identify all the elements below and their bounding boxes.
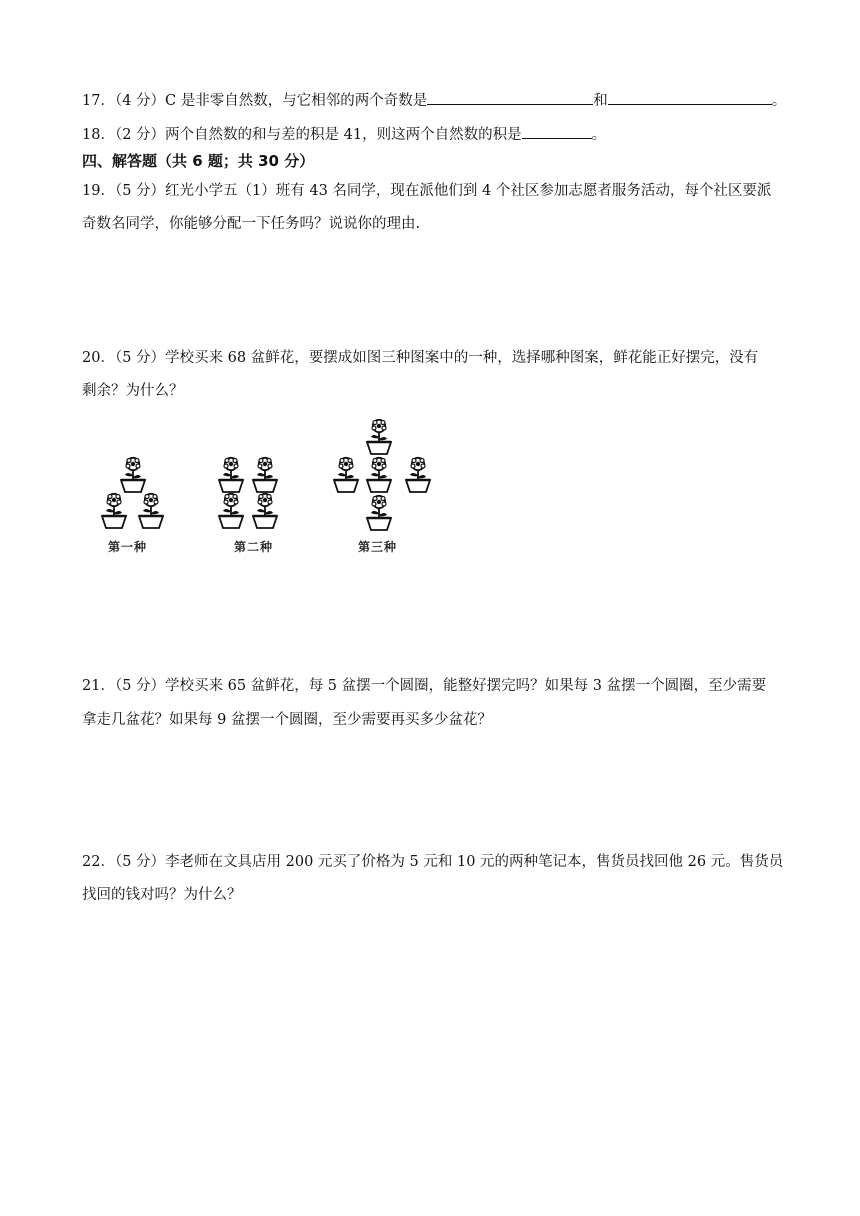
question-17 bbox=[82, 90, 786, 111]
flower-pot-icon bbox=[364, 456, 394, 494]
flower-pot-icon bbox=[403, 456, 433, 494]
q17-answer-blank-2[interactable] bbox=[608, 90, 772, 105]
flower-pot-icon bbox=[364, 418, 394, 456]
q22-line-1: 22．（5 分）李老师在文具店用 200 元买了价格为 5 元和 10 元的两种笔记本，售货员找回他 26 元。售货员 bbox=[82, 854, 784, 870]
q17-answer-blank-1[interactable] bbox=[427, 90, 593, 105]
q19-line-1: 19．（5 分）红光小学五（1）班有 43 名同学，现在派他们到 4 个社区参加志愿者服务活动，每个社区要派 bbox=[82, 183, 772, 199]
flower-pot-icon bbox=[136, 492, 166, 530]
flower-pot-icon bbox=[216, 492, 246, 530]
q17-suffix: 。 bbox=[771, 93, 787, 109]
flower-pot-icon bbox=[118, 456, 148, 494]
flower-pot-icon bbox=[216, 456, 246, 494]
flower-pot-icon bbox=[364, 494, 394, 532]
flower-pot-icon bbox=[250, 456, 280, 494]
q17-prefix: 17．（4 分）C 是非零自然数，与它相邻的两个奇数是 bbox=[82, 93, 428, 109]
flower-pot-icon bbox=[99, 492, 129, 530]
q19-line-2: 奇数名同学，你能够分配一下任务吗？说说你的理由. bbox=[82, 216, 421, 232]
pattern-2-caption: 第二种 bbox=[234, 540, 274, 554]
pattern-1-caption: 第一种 bbox=[108, 540, 148, 554]
pattern-3-caption: 第三种 bbox=[358, 540, 398, 554]
q22-line-2: 找回的钱对吗？为什么？ bbox=[82, 887, 242, 903]
q21-line-1: 21．（5 分）学校买来 65 盆鲜花，每 5 盆摆一个圆圈，能整好摆完吗？如果每 3 盆摆一个圆圈，至少需要 bbox=[82, 678, 767, 694]
q21-line-2: 拿走几盆花？如果每 9 盆摆一个圆圈，至少需要再买多少盆花？ bbox=[82, 712, 492, 728]
q18-answer-blank[interactable] bbox=[522, 124, 592, 139]
q18-prefix: 18．（2 分）两个自然数的和与差的积是 41，则这两个自然数的积是 bbox=[82, 127, 522, 143]
q17-middle: 和 bbox=[593, 93, 608, 109]
section-heading: 四、解答题（共 6 题；共 30 分） bbox=[82, 152, 315, 170]
question-18 bbox=[82, 124, 606, 145]
flower-pot-icon bbox=[331, 456, 361, 494]
q20-line-2: 剩余？为什么？ bbox=[82, 383, 184, 399]
q18-suffix: 。 bbox=[591, 127, 607, 143]
flower-pot-icon bbox=[250, 492, 280, 530]
q20-line-1: 20．（5 分）学校买来 68 盆鲜花，要摆成如图三种图案中的一种，选择哪种图案，鲜花能正好摆完，没有 bbox=[82, 350, 759, 366]
